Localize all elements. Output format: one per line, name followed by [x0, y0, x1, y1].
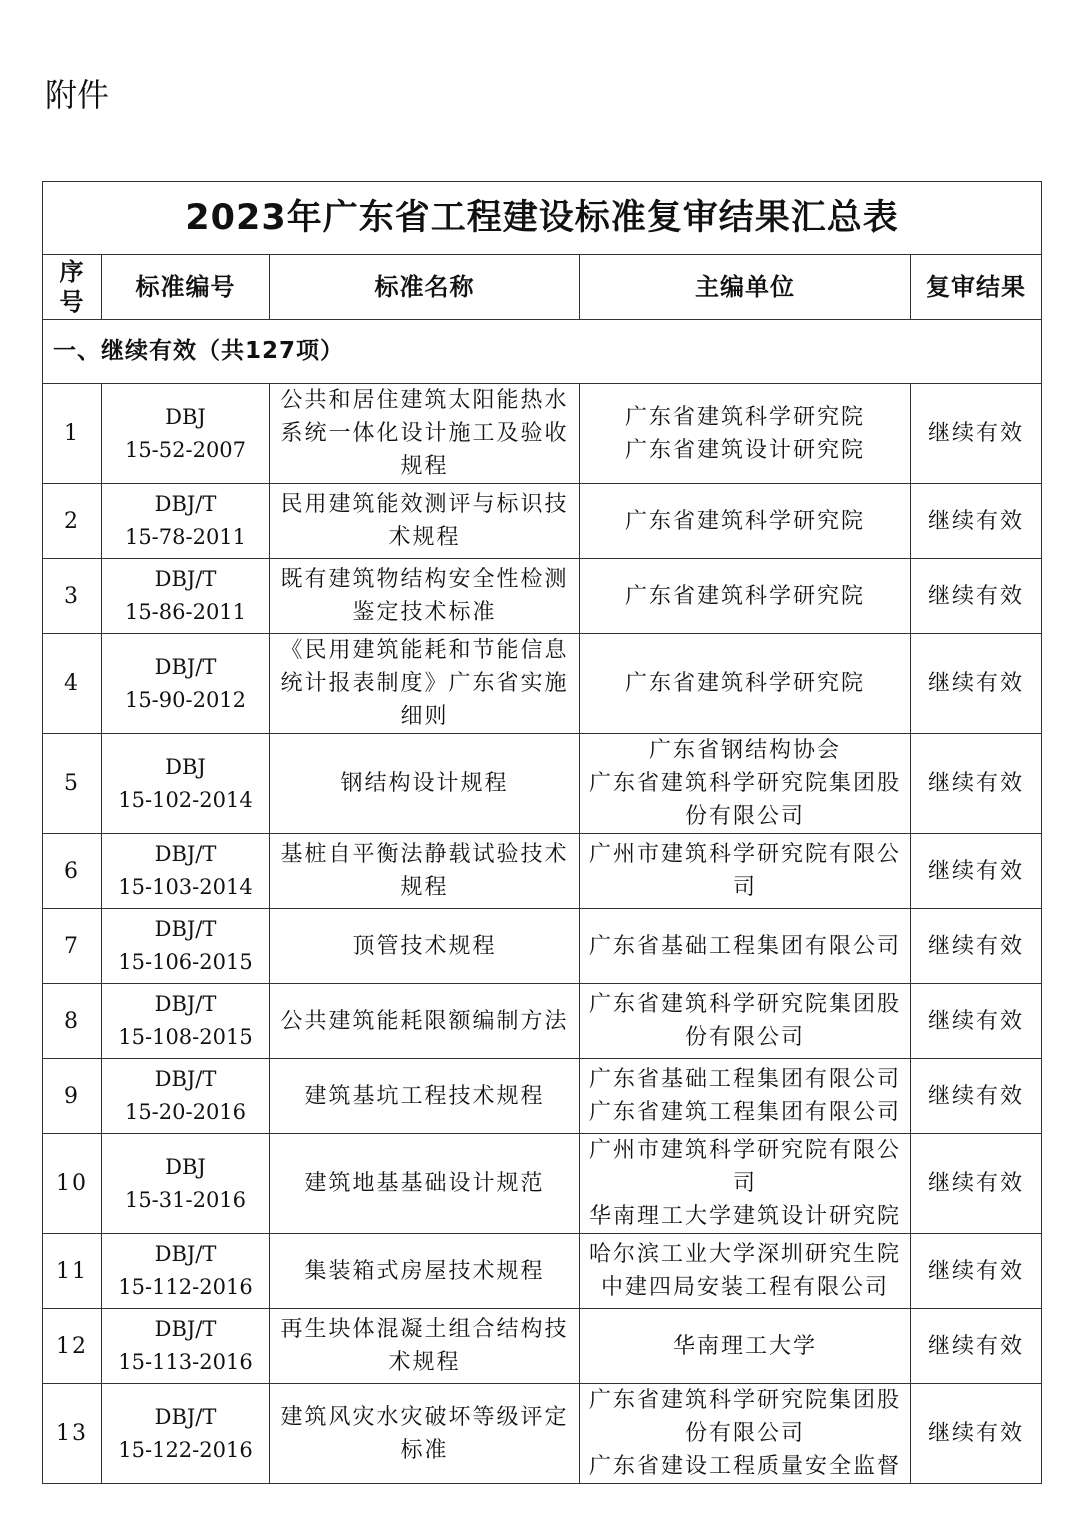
table-row	[43, 1384, 1042, 1484]
org-line: 哈尔滨工业大学深圳研究生院	[588, 1242, 901, 1267]
header-org: 主编单位	[580, 255, 911, 320]
cell-org	[580, 1234, 911, 1309]
cell-code	[102, 984, 270, 1059]
name-line: 顶管技术规程	[352, 933, 497, 959]
table-row	[43, 559, 1042, 634]
code-line: DBJ	[165, 404, 206, 429]
name-line: 标准	[400, 1437, 449, 1463]
cell-name	[270, 1059, 580, 1134]
table-row	[43, 834, 1042, 909]
org-line: 广东省建筑科学研究院集团股	[588, 992, 901, 1017]
table-row	[43, 1234, 1042, 1309]
name-line: 规程	[400, 454, 449, 479]
code-line: DBJ/T	[154, 1242, 217, 1266]
name-line: 细则	[400, 704, 449, 729]
cell-org	[580, 734, 911, 834]
code-line: 15-113-2016	[118, 1350, 253, 1374]
attachment-label: 附件	[45, 76, 110, 114]
table-row	[43, 734, 1042, 834]
code-line: 15-122-2016	[118, 1437, 253, 1462]
table-row	[43, 909, 1042, 984]
cell-code	[102, 1309, 270, 1384]
section-title: 一、继续有效（共127项）	[43, 320, 1042, 384]
cell-index: 2	[43, 484, 102, 559]
table-row	[43, 984, 1042, 1059]
cell-code	[102, 559, 270, 634]
org-line: 广东省建筑工程集团有限公司	[588, 1100, 901, 1125]
cell-code	[102, 1234, 270, 1309]
header-name: 标准名称	[270, 255, 580, 320]
org-line: 广东省建筑科学研究院	[624, 404, 865, 430]
org-line: 广东省建设工程质量安全监督	[588, 1454, 901, 1479]
cell-index: 8	[43, 984, 102, 1059]
code-line: DBJ	[165, 1154, 206, 1179]
name-line: 规程	[400, 875, 449, 900]
org-line: 份有限公司	[684, 1025, 805, 1050]
org-line: 中建四局安装工程有限公司	[600, 1275, 889, 1300]
code-line: 15-20-2016	[124, 1100, 247, 1124]
org-line: 广东省建筑科学研究院	[624, 508, 865, 534]
code-line: DBJ	[165, 754, 206, 779]
cell-result: 继续有效	[911, 384, 1042, 484]
cell-code	[102, 1384, 270, 1484]
name-line: 再生块体混凝土组合结构技	[280, 1317, 569, 1342]
name-line: 民用建筑能效测评与标识技	[280, 492, 569, 517]
code-line: DBJ/T	[154, 992, 217, 1016]
org-line: 份有限公司	[684, 1421, 805, 1446]
code-line: DBJ/T	[154, 1317, 217, 1341]
cell-code	[102, 384, 270, 484]
table-body	[43, 384, 1042, 1484]
name-line: 集装箱式房屋技术规程	[304, 1258, 545, 1284]
code-line: 15-102-2014	[118, 787, 253, 812]
cell-code	[102, 634, 270, 734]
cell-org	[580, 1059, 911, 1134]
cell-result: 继续有效	[911, 734, 1042, 834]
org-line: 广东省建筑科学研究院集团股	[588, 771, 901, 796]
table-row	[43, 484, 1042, 559]
cell-result: 继续有效	[911, 559, 1042, 634]
table-row	[43, 1059, 1042, 1134]
org-line: 广东省建筑科学研究院	[624, 583, 865, 609]
cell-org	[580, 484, 911, 559]
cell-name	[270, 1384, 580, 1484]
cell-name	[270, 484, 580, 559]
name-line: 基桩自平衡法静载试验技术	[280, 842, 569, 867]
name-line: 钢结构设计规程	[340, 771, 509, 796]
cell-name	[270, 634, 580, 734]
code-line: DBJ/T	[154, 654, 217, 679]
header-index	[43, 255, 102, 320]
header-result: 复审结果	[911, 255, 1042, 320]
org-line: 广州市建筑科学研究院有限公	[588, 842, 901, 867]
table-row	[43, 1309, 1042, 1384]
name-line: 既有建筑物结构安全性检测	[280, 567, 569, 592]
header-code: 标准编号	[102, 255, 270, 320]
name-line: 术规程	[388, 1350, 461, 1375]
cell-name	[270, 734, 580, 834]
code-line: 15-108-2015	[118, 1025, 253, 1049]
org-line: 广东省建筑科学研究院集团股	[588, 1388, 901, 1413]
cell-index: 4	[43, 634, 102, 734]
org-line: 华南理工大学	[672, 1333, 817, 1359]
org-line: 华南理工大学建筑设计研究院	[588, 1204, 901, 1229]
cell-index: 10	[43, 1134, 102, 1234]
cell-org	[580, 834, 911, 909]
code-line: 15-78-2011	[124, 525, 247, 549]
cell-name	[270, 1134, 580, 1234]
cell-index: 13	[43, 1384, 102, 1484]
standards-review-table	[42, 181, 1042, 1484]
cell-index: 3	[43, 559, 102, 634]
name-line: 公共和居住建筑太阳能热水	[280, 388, 569, 413]
name-line: 建筑基坑工程技术规程	[304, 1083, 545, 1109]
cell-code	[102, 834, 270, 909]
org-line: 广东省基础工程集团有限公司	[588, 933, 901, 959]
cell-org	[580, 1384, 911, 1484]
cell-index: 12	[43, 1309, 102, 1384]
code-line: 15-103-2014	[118, 875, 253, 899]
table-header-row	[43, 255, 1042, 320]
cell-index: 9	[43, 1059, 102, 1134]
code-line: DBJ/T	[154, 917, 217, 941]
cell-index: 1	[43, 384, 102, 484]
code-line: DBJ/T	[154, 842, 217, 866]
table-title-row	[43, 182, 1042, 255]
header-index-line2: 号	[59, 288, 85, 316]
cell-index: 5	[43, 734, 102, 834]
name-line: 术规程	[388, 525, 461, 550]
cell-name	[270, 1309, 580, 1384]
cell-org	[580, 909, 911, 984]
code-line: DBJ/T	[154, 567, 217, 591]
org-line: 司	[732, 1171, 757, 1196]
cell-name	[270, 1234, 580, 1309]
table-row	[43, 634, 1042, 734]
cell-name	[270, 384, 580, 484]
org-line: 广东省基础工程集团有限公司	[588, 1067, 901, 1092]
name-line: 建筑风灾水灾破坏等级评定	[280, 1404, 569, 1430]
name-line: 统计报表制度》广东省实施	[280, 671, 569, 696]
cell-org	[580, 1134, 911, 1234]
name-line: 鉴定技术标准	[352, 600, 497, 625]
section-row	[43, 320, 1042, 384]
org-line: 份有限公司	[684, 804, 805, 829]
cell-result: 继续有效	[911, 909, 1042, 984]
org-line: 广东省建筑设计研究院	[624, 437, 865, 463]
header-index-line1: 序	[59, 258, 85, 286]
cell-result: 继续有效	[911, 1234, 1042, 1309]
cell-index: 11	[43, 1234, 102, 1309]
cell-code	[102, 734, 270, 834]
cell-code	[102, 1059, 270, 1134]
cell-result: 继续有效	[911, 634, 1042, 734]
cell-result: 继续有效	[911, 1134, 1042, 1234]
code-line: 15-31-2016	[124, 1187, 247, 1212]
name-line: 公共建筑能耗限额编制方法	[280, 1008, 569, 1034]
org-line: 广州市建筑科学研究院有限公	[588, 1138, 901, 1163]
cell-index: 6	[43, 834, 102, 909]
code-line: 15-112-2016	[118, 1275, 253, 1299]
code-line: 15-106-2015	[118, 950, 253, 974]
cell-org	[580, 384, 911, 484]
code-line: DBJ/T	[154, 1067, 217, 1091]
cell-result: 继续有效	[911, 1384, 1042, 1484]
cell-result: 继续有效	[911, 484, 1042, 559]
table-row	[43, 1134, 1042, 1234]
name-line: 系统一体化设计施工及验收	[280, 421, 569, 446]
cell-result: 继续有效	[911, 1309, 1042, 1384]
cell-org	[580, 559, 911, 634]
cell-result: 继续有效	[911, 1059, 1042, 1134]
cell-result: 继续有效	[911, 984, 1042, 1059]
cell-code	[102, 909, 270, 984]
cell-org	[580, 634, 911, 734]
org-line: 广东省建筑科学研究院	[624, 671, 865, 696]
code-line: 15-52-2007	[124, 437, 247, 462]
cell-index: 7	[43, 909, 102, 984]
org-line: 广东省钢结构协会	[648, 738, 841, 763]
table-row	[43, 384, 1042, 484]
cell-name	[270, 909, 580, 984]
cell-code	[102, 484, 270, 559]
cell-name	[270, 984, 580, 1059]
cell-org	[580, 984, 911, 1059]
cell-org	[580, 1309, 911, 1384]
code-line: 15-86-2011	[124, 600, 247, 624]
table-title: 2023年广东省工程建设标准复审结果汇总表	[43, 182, 1042, 255]
code-line: 15-90-2012	[124, 687, 247, 712]
cell-code	[102, 1134, 270, 1234]
name-line: 《民用建筑能耗和节能信息	[280, 638, 569, 663]
name-line: 建筑地基基础设计规范	[304, 1171, 545, 1196]
org-line: 司	[732, 875, 757, 900]
code-line: DBJ/T	[154, 492, 217, 516]
cell-result: 继续有效	[911, 834, 1042, 909]
code-line: DBJ/T	[154, 1404, 217, 1429]
cell-name	[270, 559, 580, 634]
cell-name	[270, 834, 580, 909]
